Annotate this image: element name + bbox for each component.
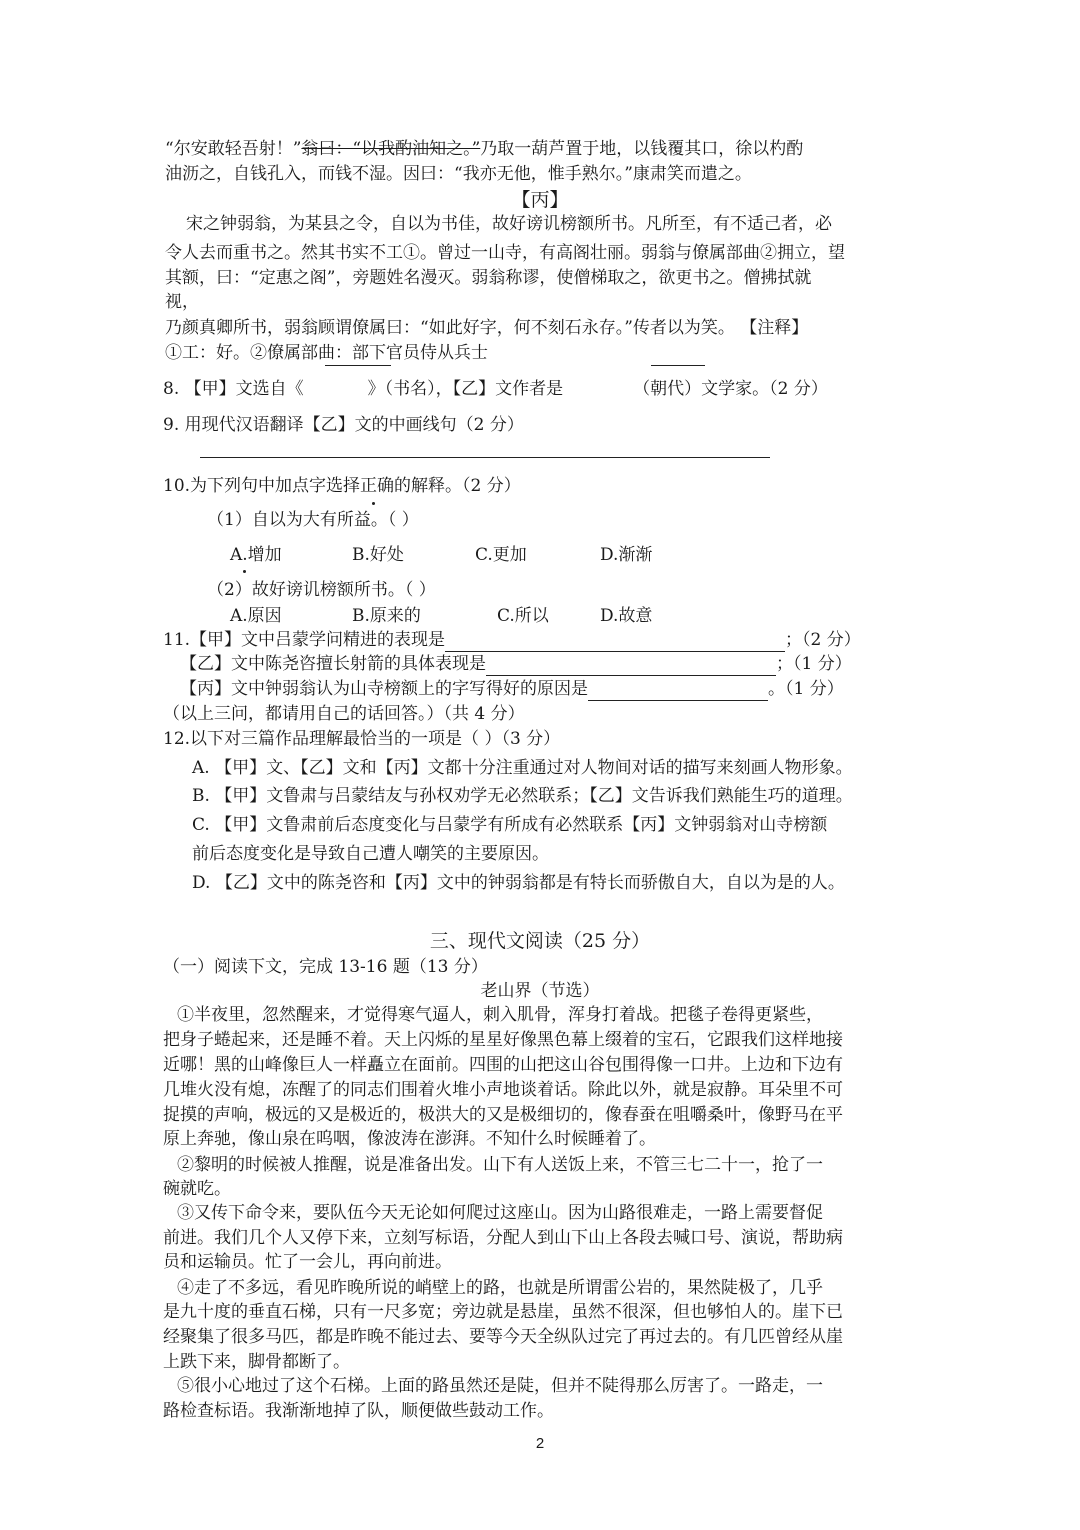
passage-line: 视， [165,292,199,312]
passage-line: 其额，曰：“定惠之阁”，旁题姓名漫灭。弱翁称谬，使僧梯取之，欲更书之。僧拂拭就 [165,268,812,288]
page-number: 2 [535,1435,545,1452]
emphasis-dot [372,502,375,505]
answer-line [325,365,391,366]
answer-line [651,365,705,366]
answer-line[interactable] [200,457,770,458]
underlined-sentence: 翁曰：“以我酌油知之。” [301,139,481,159]
option-c-cont: 前后态度变化是导致自己遭人嘲笑的主要原因。 [192,844,549,864]
question-9: 9. 用现代汉语翻译【乙】文的中画线句（2 分） [163,415,524,435]
question-10: 10.为下列句中加点字选择正确的解释。（2 分） [163,476,521,496]
paragraph-line: 把身子蜷起来，还是睡不着。天上闪烁的星星好像黑色幕上缀着的宝石，它跟我们这样地接 [163,1030,843,1050]
answer-blank[interactable] [445,633,785,652]
paragraph-line: 前进。我们几个人又停下来，立刻写标语，分配人到山下山上各段去喊口号、演说，帮助病 [163,1228,843,1248]
question-11-note: （以上三问，都请用自己的话回答。）（共 4 分） [163,704,525,724]
paragraph-line: ③又传下命令来，要队伍今天无论如何爬过这座山。因为山路很难走，一路上需要督促 [177,1203,823,1223]
option-d[interactable]: D. 【乙】文中的陈尧咨和【丙】文中的钟弱翁都是有特长而骄傲自大，自以为是的人。 [192,873,845,893]
question-10-item-1: （1）自以为大有所益。（ ） [207,510,419,530]
paragraph-line: 员和运输员。忙了一会儿，再向前进。 [163,1252,452,1272]
answer-blank[interactable] [486,657,776,676]
paragraph-line: 几堆火没有熄，冻醒了的同志们围着火堆小声地谈着话。除此以外，就是寂静。耳朵里不可 [163,1080,843,1100]
paragraph-line: 是九十度的垂直石梯，只有一尺多宽；旁边就是悬崖，虽然不很深，但也够怕人的。崖下已 [163,1302,843,1322]
question-10-item-2: （2）故好谤讥榜额所书。（ ） [207,580,436,600]
option-a[interactable]: A. 【甲】文、【乙】文和【丙】文都十分注重通过对人物间对话的描写来刻画人物形象。 [192,758,853,778]
paragraph-line: ⑤很小心地过了这个石梯。上面的路虽然还是陡，但并不陡得那么厉害了。一路走，一 [177,1376,823,1396]
question-8: 8. 【甲】文选自《 》（书名），【乙】文作者是 （朝代）文学家。（2 分） [163,379,828,399]
option-a[interactable]: A.增加 [230,545,282,565]
option-b[interactable]: B.原来的 [352,606,421,626]
paragraph-line: 近哪！黑的山峰像巨人一样矗立在面前。四围的山把这山谷包围得像一口井。上边和下边有 [163,1055,843,1075]
paragraph-line: 原上奔驰，像山泉在呜咽，像波涛在澎湃。不知什么时候睡着了。 [163,1129,656,1149]
paragraph-line: ④走了不多远，看见昨晚所说的峭壁上的路，也就是所谓雷公岩的，果然陡极了，几乎 [177,1278,823,1298]
emphasis-dot [243,570,246,573]
paragraph-line: ②黎明的时候被人推醒，说是准备出发。山下有人送饭上来，不管三七二十一，抢了一 [177,1155,823,1175]
section-heading: 三、现代文阅读（25 分） [429,930,651,952]
paragraph-line: 上跌下来，脚骨都断了。 [163,1352,350,1372]
option-a[interactable]: A.原因 [230,606,282,626]
section-bing-title: 【丙】 [511,189,569,211]
option-c[interactable]: C.所以 [497,606,549,626]
paragraph-line: ①半夜里，忽然醒来，才觉得寒气逼人，刺入肌骨，浑身打着战。把毯子卷得更紧些， [177,1005,823,1025]
paragraph-line: 经聚集了很多马匹，都是昨晚不能过去、要等今天全纵队过完了再过去的。有几匹曾经从崖 [163,1327,843,1347]
passage-line: 宋之钟弱翁，为某县之令，自以为书佳，故好谤讥榜额所书。凡所至，有不适己者，必 [186,214,832,234]
question-12: 12.以下对三篇作品理解最恰当的一项是（ ）（3 分） [163,729,561,749]
option-c[interactable]: C.更加 [475,545,527,565]
essay-title: 老山界（节选） [480,981,600,1001]
paragraph-line: 捉摸的声响，极远的又是极近的，极洪大的又是极细切的，像春蚕在咀嚼桑叶，像野马在平 [163,1105,843,1125]
question-11-b: 【乙】文中陈尧咨擅长射箭的具体表现是 ；（1 分） [180,654,852,674]
question-11-c: 【丙】文中钟弱翁认为山寺榜额上的字写得好的原因是 。（1 分） [180,679,844,699]
annotation-line: ①工：好。②僚属部曲：部下官员侍从兵士 [165,343,488,363]
subsection-heading: （一）阅读下文，完成 13-16 题（13 分） [163,957,488,977]
answer-blank[interactable] [588,682,768,701]
option-d[interactable]: D.故意 [600,606,653,626]
option-b[interactable]: B.好处 [352,545,404,565]
paragraph-line: 碗就吃。 [163,1179,231,1199]
paragraph-line: 路检查标语。我渐渐地掉了队，顺便做些鼓动工作。 [163,1401,554,1421]
passage-line: 令人去而重书之。然其书实不工①。曾过一山寺，有高阁壮丽。弱翁与僚属部曲②拥立，望 [165,243,845,263]
passage-line: “尔安敢轻吾射！”翁曰：“以我酌油知之。”乃取一葫芦置于地，以钱覆其口，徐以杓酌 [165,139,804,159]
option-d[interactable]: D.渐渐 [600,545,653,565]
passage-line: 乃颜真卿所书，弱翁顾谓僚属曰：“如此好字，何不刻石永存。”传者以为笑。 【注释】 [165,318,809,338]
option-b[interactable]: B. 【甲】文鲁肃与吕蒙结友与孙权劝学无必然联系；【乙】文告诉我们熟能生巧的道理。 [192,786,853,806]
question-11-a: 11.【甲】文中吕蒙学问精进的表现是 ；（2 分） [163,630,861,650]
option-c[interactable]: C. 【甲】文鲁肃前后态度变化与吕蒙学有所成有必然联系【丙】文钟弱翁对山寺榜额 [192,815,828,835]
passage-line: 油沥之，自钱孔入，而钱不湿。因曰：“我亦无他，惟手熟尔。”康肃笑而遣之。 [165,164,752,184]
